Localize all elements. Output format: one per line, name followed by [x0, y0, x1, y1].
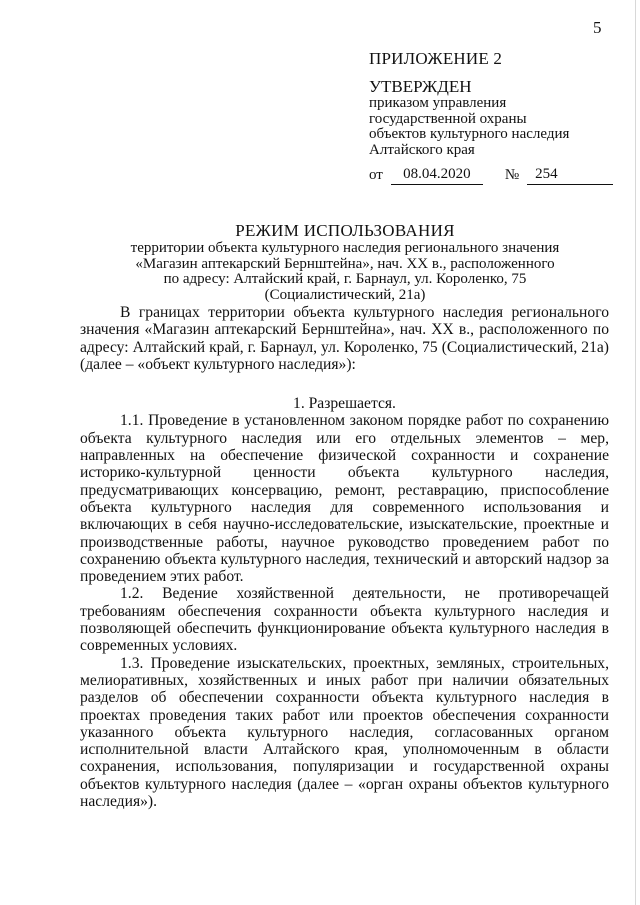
document-title: РЕЖИМ ИСПОЛЬЗОВАНИЯ	[235, 221, 455, 240]
approval-line: государственной охраны	[369, 110, 527, 127]
heading-line: «Магазин аптекарский Бернштейна», нач. XX в., расположенного	[135, 255, 555, 272]
document-heading	[80, 221, 610, 303]
approval-date: 08.04.2020	[391, 164, 483, 185]
approval-block	[369, 49, 619, 185]
number-prefix: №	[504, 167, 520, 183]
page-edge	[635, 0, 636, 905]
heading-line: территории объекта культурного наследия регионального значения	[130, 240, 560, 256]
intro-paragraph: В границах территории объекта культурного наследия регионального значения «Магазин аптекарский Бернштейна», нач. XX в., расположенного по адресу: Алтайский край, г. Барнаул, ул. Короленко, 75 (Социалистический, 21а) (далее – «объект культурного наследия»):	[80, 304, 609, 373]
approval-line: объектов культурного наследия	[369, 126, 570, 142]
section-item-1-3: 1.3. Проведение изыскательских, проектных, земляных, строительных, мелиоративных, хозяйственных и иных работ при наличии обязательных разделов об обеспечении сохранности объекта культурного наследия в проектах проведения таких работ или проектов обеспечения сохранности указанного объекта культурного наследия, согласованных органом исполнительной власти Алтайского края, уполномоченным в области сохранения, использования, популяризации и государственной охраны объектов культурного наследия (далее – «орган охраны объектов культурного наследия»).	[80, 654, 609, 811]
section-title: 1. Разрешается.	[293, 395, 396, 413]
section-item-1-1: 1.1. Проведение в установленном законом порядке работ по сохранению объекта культурного наследия или его отдельных элементов – мер, направленных на обеспечение физической сохранности и сохранение историко-культурной ценности объекта культурного наследия, предусматривающих консервацию, ремонт, реставрацию, приспособление объекта культурного наследия для современного использования и включающих в себя научно-исследовательские, изыскательские, проектные и производственные работы, научное руководство проведением работ по сохранению объекта культурного наследия, технический и авторский надзор за проведением этих работ.	[80, 412, 609, 586]
appendix-title: ПРИЛОЖЕНИЕ 2	[369, 49, 503, 68]
approval-line: Алтайского края	[369, 141, 475, 158]
heading-line: (Социалистический, 21а)	[264, 286, 426, 303]
page-number: 5	[593, 18, 602, 37]
document-body	[80, 304, 609, 810]
approval-line: приказом управления	[369, 95, 507, 111]
date-prefix: от	[369, 167, 383, 183]
approval-date-row	[369, 164, 619, 185]
approved-label: УТВЕРЖДЕН	[369, 77, 472, 96]
section-item-1-2: 1.2. Ведение хозяйственной деятельности, не противоречащей требованиям обеспечения сохранности объекта культурного наследия и позволяющей обеспечить функционирование объекта культурного наследия в современных условиях.	[80, 585, 609, 655]
approval-number: 254	[527, 164, 613, 185]
heading-line: по адресу: Алтайский край, г. Барнаул, ул. Короленко, 75	[163, 271, 527, 287]
